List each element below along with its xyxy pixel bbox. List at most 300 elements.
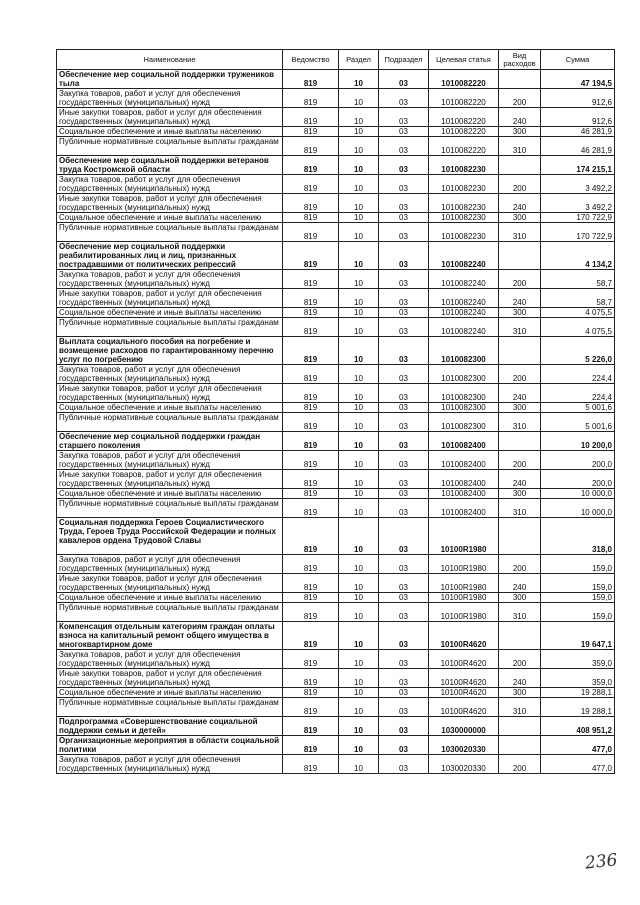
cell-vedomstvo: 819 — [283, 432, 339, 451]
cell-name: Иные закупки товаров, работ и услуг для обеспечения государственных (муниципальных) нужд — [57, 669, 283, 688]
cell-podrazdel: 03 — [379, 432, 429, 451]
cell-vedomstvo: 819 — [283, 384, 339, 403]
cell-name: Публичные нормативные социальные выплаты гражданам — [57, 698, 283, 717]
page-number-handwritten: 236 — [584, 850, 619, 874]
cell-name: Закупка товаров, работ и услуг для обеспечения государственных (муниципальных) нужд — [57, 175, 283, 194]
cell-expense-type: 200 — [499, 555, 541, 574]
cell-target-article: 1010082240 — [429, 289, 499, 308]
cell-razdel: 10 — [339, 127, 379, 137]
cell-vedomstvo: 819 — [283, 499, 339, 518]
cell-razdel: 10 — [339, 555, 379, 574]
cell-vedomstvo: 819 — [283, 736, 339, 755]
cell-name: Публичные нормативные социальные выплаты гражданам — [57, 223, 283, 242]
cell-sum: 3 492,2 — [541, 194, 615, 213]
table-row — [57, 318, 615, 337]
cell-podrazdel: 03 — [379, 755, 429, 774]
cell-target-article: 10100R4620 — [429, 688, 499, 698]
table-row — [57, 688, 615, 698]
cell-razdel: 10 — [339, 603, 379, 622]
cell-sum: 174 215,1 — [541, 156, 615, 175]
cell-razdel: 10 — [339, 213, 379, 223]
cell-podrazdel: 03 — [379, 384, 429, 403]
cell-sum: 200,0 — [541, 470, 615, 489]
table-row — [57, 403, 615, 413]
cell-target-article: 10100R1980 — [429, 518, 499, 555]
cell-target-article: 1010082240 — [429, 242, 499, 270]
cell-vedomstvo: 819 — [283, 156, 339, 175]
col-header-expense-type: Вид расходов — [499, 50, 541, 70]
cell-podrazdel: 03 — [379, 622, 429, 650]
table-row — [57, 470, 615, 489]
cell-expense-type: 300 — [499, 127, 541, 137]
cell-target-article: 1010082240 — [429, 270, 499, 289]
cell-vedomstvo: 819 — [283, 574, 339, 593]
cell-sum: 359,0 — [541, 669, 615, 688]
cell-name: Закупка товаров, работ и услуг для обеспечения государственных (муниципальных) нужд — [57, 451, 283, 470]
cell-podrazdel: 03 — [379, 242, 429, 270]
cell-podrazdel: 03 — [379, 555, 429, 574]
cell-podrazdel: 03 — [379, 318, 429, 337]
cell-podrazdel: 03 — [379, 698, 429, 717]
cell-podrazdel: 03 — [379, 403, 429, 413]
cell-name: Обеспечение мер социальной поддержки реабилитированных лиц и лиц, признанных пострадавшими от политических репрессий — [57, 242, 283, 270]
cell-target-article: 10100R1980 — [429, 555, 499, 574]
cell-name: Социальная поддержка Героев Социалистического Труда, Героев Труда Российской Федерации и полных кавалеров ордена Трудовой Славы — [57, 518, 283, 555]
cell-expense-type — [499, 717, 541, 736]
cell-expense-type: 240 — [499, 384, 541, 403]
cell-vedomstvo: 819 — [283, 242, 339, 270]
cell-name: Компенсация отдельным категориям граждан оплаты взноса на капитальный ремонт общего имущества в многоквартирном доме — [57, 622, 283, 650]
cell-razdel: 10 — [339, 717, 379, 736]
cell-sum: 408 951,2 — [541, 717, 615, 736]
cell-target-article: 10100R4620 — [429, 622, 499, 650]
table-row — [57, 650, 615, 669]
cell-razdel: 10 — [339, 175, 379, 194]
cell-vedomstvo: 819 — [283, 650, 339, 669]
table-row — [57, 127, 615, 137]
cell-expense-type: 310 — [499, 413, 541, 432]
cell-razdel: 10 — [339, 70, 379, 89]
table-row — [57, 622, 615, 650]
cell-target-article: 1010082400 — [429, 451, 499, 470]
cell-expense-type: 200 — [499, 365, 541, 384]
cell-target-article: 1010082230 — [429, 223, 499, 242]
cell-name: Социальное обеспечение и иные выплаты населению — [57, 308, 283, 318]
cell-expense-type: 310 — [499, 698, 541, 717]
cell-target-article: 1010082220 — [429, 89, 499, 108]
cell-razdel: 10 — [339, 574, 379, 593]
table-row — [57, 194, 615, 213]
cell-razdel: 10 — [339, 622, 379, 650]
cell-vedomstvo: 819 — [283, 669, 339, 688]
cell-name: Обеспечение мер социальной поддержки тружеников тыла — [57, 70, 283, 89]
cell-vedomstvo: 819 — [283, 318, 339, 337]
cell-sum: 477,0 — [541, 755, 615, 774]
cell-expense-type: 240 — [499, 574, 541, 593]
cell-expense-type — [499, 337, 541, 365]
cell-sum: 5 001,6 — [541, 413, 615, 432]
cell-name: Социальное обеспечение и иные выплаты населению — [57, 593, 283, 603]
cell-target-article: 10100R4620 — [429, 698, 499, 717]
cell-expense-type: 300 — [499, 489, 541, 499]
cell-expense-type — [499, 518, 541, 555]
cell-podrazdel: 03 — [379, 194, 429, 213]
cell-podrazdel: 03 — [379, 308, 429, 318]
cell-vedomstvo: 819 — [283, 717, 339, 736]
cell-podrazdel: 03 — [379, 489, 429, 499]
cell-name: Публичные нормативные социальные выплаты гражданам — [57, 413, 283, 432]
cell-podrazdel: 03 — [379, 270, 429, 289]
cell-name: Закупка товаров, работ и услуг для обеспечения государственных (муниципальных) нужд — [57, 270, 283, 289]
col-header-razdel: Раздел — [339, 50, 379, 70]
cell-podrazdel: 03 — [379, 470, 429, 489]
cell-expense-type: 310 — [499, 603, 541, 622]
cell-name: Социальное обеспечение и иные выплаты населению — [57, 127, 283, 137]
cell-target-article: 1010082300 — [429, 365, 499, 384]
cell-podrazdel: 03 — [379, 137, 429, 156]
cell-expense-type: 240 — [499, 470, 541, 489]
cell-vedomstvo: 819 — [283, 470, 339, 489]
cell-name: Иные закупки товаров, работ и услуг для обеспечения государственных (муниципальных) нужд — [57, 574, 283, 593]
table-row — [57, 137, 615, 156]
cell-expense-type: 300 — [499, 403, 541, 413]
cell-razdel: 10 — [339, 413, 379, 432]
cell-razdel: 10 — [339, 270, 379, 289]
cell-target-article: 1010082300 — [429, 337, 499, 365]
cell-vedomstvo: 819 — [283, 289, 339, 308]
table-row — [57, 289, 615, 308]
cell-name: Публичные нормативные социальные выплаты гражданам — [57, 318, 283, 337]
cell-expense-type: 300 — [499, 213, 541, 223]
cell-sum: 3 492,2 — [541, 175, 615, 194]
cell-expense-type: 200 — [499, 451, 541, 470]
cell-target-article: 1010082240 — [429, 308, 499, 318]
cell-podrazdel: 03 — [379, 70, 429, 89]
cell-razdel: 10 — [339, 698, 379, 717]
table-row — [57, 603, 615, 622]
cell-expense-type: 200 — [499, 270, 541, 289]
cell-sum: 912,6 — [541, 89, 615, 108]
table-row — [57, 89, 615, 108]
cell-podrazdel: 03 — [379, 156, 429, 175]
cell-sum: 4 075,5 — [541, 318, 615, 337]
cell-expense-type: 240 — [499, 108, 541, 127]
cell-target-article: 10100R1980 — [429, 593, 499, 603]
cell-sum: 19 288,1 — [541, 688, 615, 698]
cell-podrazdel: 03 — [379, 89, 429, 108]
cell-razdel: 10 — [339, 318, 379, 337]
table-row — [57, 384, 615, 403]
cell-razdel: 10 — [339, 242, 379, 270]
table-row — [57, 365, 615, 384]
cell-vedomstvo: 819 — [283, 70, 339, 89]
cell-name: Организационные мероприятия в области социальной политики — [57, 736, 283, 755]
cell-name: Закупка товаров, работ и услуг для обеспечения государственных (муниципальных) нужд — [57, 555, 283, 574]
cell-target-article: 1010082230 — [429, 213, 499, 223]
cell-expense-type: 200 — [499, 175, 541, 194]
cell-sum: 159,0 — [541, 574, 615, 593]
table-row — [57, 413, 615, 432]
cell-expense-type: 200 — [499, 755, 541, 774]
cell-razdel: 10 — [339, 470, 379, 489]
table-row — [57, 108, 615, 127]
cell-podrazdel: 03 — [379, 518, 429, 555]
cell-name: Социальное обеспечение и иные выплаты населению — [57, 213, 283, 223]
cell-vedomstvo: 819 — [283, 270, 339, 289]
col-header-sum: Сумма — [541, 50, 615, 70]
table-row — [57, 755, 615, 774]
cell-vedomstvo: 819 — [283, 403, 339, 413]
table-row — [57, 337, 615, 365]
table-row — [57, 499, 615, 518]
cell-vedomstvo: 819 — [283, 308, 339, 318]
cell-sum: 46 281,9 — [541, 137, 615, 156]
cell-target-article: 1010082230 — [429, 156, 499, 175]
cell-sum: 19 647,1 — [541, 622, 615, 650]
cell-sum: 46 281,9 — [541, 127, 615, 137]
cell-name: Публичные нормативные социальные выплаты гражданам — [57, 137, 283, 156]
cell-name: Социальное обеспечение и иные выплаты населению — [57, 489, 283, 499]
cell-expense-type: 200 — [499, 650, 541, 669]
cell-sum: 10 000,0 — [541, 499, 615, 518]
cell-target-article: 10100R4620 — [429, 669, 499, 688]
cell-target-article: 1010082400 — [429, 470, 499, 489]
cell-target-article: 10100R1980 — [429, 574, 499, 593]
cell-name: Подпрограмма «Совершенствование социальной поддержки семьи и детей» — [57, 717, 283, 736]
cell-name: Выплата социального пособия на погребение и возмещение расходов по гарантированному перечню услуг по погребению — [57, 337, 283, 365]
cell-podrazdel: 03 — [379, 650, 429, 669]
cell-podrazdel: 03 — [379, 736, 429, 755]
cell-vedomstvo: 819 — [283, 213, 339, 223]
cell-sum: 5 001,6 — [541, 403, 615, 413]
cell-podrazdel: 03 — [379, 574, 429, 593]
cell-sum: 170 722,9 — [541, 223, 615, 242]
cell-name: Публичные нормативные социальные выплаты гражданам — [57, 499, 283, 518]
cell-name: Закупка товаров, работ и услуг для обеспечения государственных (муниципальных) нужд — [57, 650, 283, 669]
cell-target-article: 1010082240 — [429, 318, 499, 337]
cell-expense-type: 240 — [499, 289, 541, 308]
cell-sum: 912,6 — [541, 108, 615, 127]
cell-expense-type — [499, 156, 541, 175]
cell-vedomstvo: 819 — [283, 223, 339, 242]
cell-razdel: 10 — [339, 137, 379, 156]
cell-name: Социальное обеспечение и иные выплаты населению — [57, 403, 283, 413]
cell-podrazdel: 03 — [379, 337, 429, 365]
cell-razdel: 10 — [339, 669, 379, 688]
cell-vedomstvo: 819 — [283, 413, 339, 432]
cell-name: Иные закупки товаров, работ и услуг для обеспечения государственных (муниципальных) нужд — [57, 289, 283, 308]
cell-vedomstvo: 819 — [283, 194, 339, 213]
cell-name: Обеспечение мер социальной поддержки ветеранов труда Костромской области — [57, 156, 283, 175]
cell-expense-type: 310 — [499, 223, 541, 242]
cell-target-article: 1030020330 — [429, 736, 499, 755]
cell-target-article: 1030000000 — [429, 717, 499, 736]
header-row — [57, 50, 615, 70]
cell-target-article: 1010082400 — [429, 432, 499, 451]
table-row — [57, 669, 615, 688]
table-row — [57, 555, 615, 574]
cell-target-article: 1010082220 — [429, 70, 499, 89]
cell-podrazdel: 03 — [379, 593, 429, 603]
cell-razdel: 10 — [339, 308, 379, 318]
cell-sum: 318,0 — [541, 518, 615, 555]
table-row — [57, 717, 615, 736]
cell-vedomstvo: 819 — [283, 365, 339, 384]
cell-podrazdel: 03 — [379, 365, 429, 384]
cell-razdel: 10 — [339, 403, 379, 413]
cell-sum: 159,0 — [541, 603, 615, 622]
cell-razdel: 10 — [339, 499, 379, 518]
cell-podrazdel: 03 — [379, 223, 429, 242]
cell-sum: 4 134,2 — [541, 242, 615, 270]
cell-expense-type: 300 — [499, 688, 541, 698]
cell-vedomstvo: 819 — [283, 593, 339, 603]
cell-vedomstvo: 819 — [283, 127, 339, 137]
cell-expense-type — [499, 432, 541, 451]
cell-expense-type — [499, 70, 541, 89]
cell-name: Иные закупки товаров, работ и услуг для обеспечения государственных (муниципальных) нужд — [57, 108, 283, 127]
cell-expense-type: 310 — [499, 137, 541, 156]
cell-vedomstvo: 819 — [283, 698, 339, 717]
cell-sum: 359,0 — [541, 650, 615, 669]
cell-razdel: 10 — [339, 289, 379, 308]
cell-target-article: 1010082220 — [429, 108, 499, 127]
cell-razdel: 10 — [339, 156, 379, 175]
cell-name: Обеспечение мер социальной поддержки граждан старшего поколения — [57, 432, 283, 451]
cell-name: Закупка товаров, работ и услуг для обеспечения государственных (муниципальных) нужд — [57, 755, 283, 774]
cell-sum: 200,0 — [541, 451, 615, 470]
cell-vedomstvo: 819 — [283, 137, 339, 156]
cell-razdel: 10 — [339, 736, 379, 755]
cell-name: Социальное обеспечение и иные выплаты населению — [57, 688, 283, 698]
table-row — [57, 270, 615, 289]
cell-razdel: 10 — [339, 518, 379, 555]
cell-vedomstvo: 819 — [283, 688, 339, 698]
budget-table — [56, 49, 615, 774]
table-row — [57, 489, 615, 499]
cell-razdel: 10 — [339, 489, 379, 499]
col-header-target-article: Целевая статья — [429, 50, 499, 70]
cell-podrazdel: 03 — [379, 213, 429, 223]
cell-sum: 58,7 — [541, 289, 615, 308]
cell-razdel: 10 — [339, 688, 379, 698]
cell-name: Иные закупки товаров, работ и услуг для обеспечения государственных (муниципальных) нужд — [57, 384, 283, 403]
cell-podrazdel: 03 — [379, 499, 429, 518]
cell-expense-type — [499, 622, 541, 650]
cell-razdel: 10 — [339, 194, 379, 213]
cell-name: Закупка товаров, работ и услуг для обеспечения государственных (муниципальных) нужд — [57, 89, 283, 108]
cell-target-article: 1010082230 — [429, 175, 499, 194]
cell-razdel: 10 — [339, 89, 379, 108]
cell-target-article: 1010082400 — [429, 499, 499, 518]
cell-razdel: 10 — [339, 223, 379, 242]
cell-podrazdel: 03 — [379, 688, 429, 698]
cell-sum: 19 288,1 — [541, 698, 615, 717]
cell-razdel: 10 — [339, 365, 379, 384]
cell-vedomstvo: 819 — [283, 451, 339, 470]
cell-name: Иные закупки товаров, работ и услуг для обеспечения государственных (муниципальных) нужд — [57, 194, 283, 213]
cell-podrazdel: 03 — [379, 108, 429, 127]
cell-expense-type: 200 — [499, 89, 541, 108]
cell-expense-type: 310 — [499, 499, 541, 518]
cell-expense-type: 240 — [499, 669, 541, 688]
cell-vedomstvo: 819 — [283, 622, 339, 650]
cell-expense-type: 310 — [499, 318, 541, 337]
cell-sum: 47 194,5 — [541, 70, 615, 89]
table-row — [57, 698, 615, 717]
cell-sum: 477,0 — [541, 736, 615, 755]
cell-razdel: 10 — [339, 108, 379, 127]
table-row — [57, 574, 615, 593]
cell-podrazdel: 03 — [379, 669, 429, 688]
cell-vedomstvo: 819 — [283, 175, 339, 194]
col-header-podrazdel: Подраздел — [379, 50, 429, 70]
cell-sum: 224,4 — [541, 365, 615, 384]
cell-vedomstvo: 819 — [283, 603, 339, 622]
cell-razdel: 10 — [339, 650, 379, 669]
cell-target-article: 1010082300 — [429, 384, 499, 403]
cell-target-article: 1030020330 — [429, 755, 499, 774]
cell-target-article: 1010082230 — [429, 194, 499, 213]
cell-sum: 159,0 — [541, 593, 615, 603]
cell-vedomstvo: 819 — [283, 489, 339, 499]
cell-expense-type: 300 — [499, 593, 541, 603]
cell-vedomstvo: 819 — [283, 555, 339, 574]
cell-expense-type — [499, 736, 541, 755]
cell-vedomstvo: 819 — [283, 108, 339, 127]
cell-razdel: 10 — [339, 337, 379, 365]
cell-sum: 224,4 — [541, 384, 615, 403]
cell-razdel: 10 — [339, 384, 379, 403]
cell-vedomstvo: 819 — [283, 755, 339, 774]
table-row — [57, 518, 615, 555]
cell-sum: 170 722,9 — [541, 213, 615, 223]
cell-target-article: 1010082400 — [429, 489, 499, 499]
cell-expense-type: 240 — [499, 194, 541, 213]
table-row — [57, 451, 615, 470]
cell-target-article: 1010082220 — [429, 127, 499, 137]
cell-name: Закупка товаров, работ и услуг для обеспечения государственных (муниципальных) нужд — [57, 365, 283, 384]
cell-podrazdel: 03 — [379, 413, 429, 432]
cell-podrazdel: 03 — [379, 127, 429, 137]
cell-vedomstvo: 819 — [283, 337, 339, 365]
table-row — [57, 593, 615, 603]
table-row — [57, 156, 615, 175]
cell-vedomstvo: 819 — [283, 518, 339, 555]
cell-sum: 58,7 — [541, 270, 615, 289]
cell-podrazdel: 03 — [379, 603, 429, 622]
table-row — [57, 213, 615, 223]
col-header-vedomstvo: Ведомство — [283, 50, 339, 70]
table-row — [57, 70, 615, 89]
cell-target-article: 10100R1980 — [429, 603, 499, 622]
cell-sum: 4 075,5 — [541, 308, 615, 318]
cell-name: Иные закупки товаров, работ и услуг для обеспечения государственных (муниципальных) нужд — [57, 470, 283, 489]
cell-sum: 5 226,0 — [541, 337, 615, 365]
cell-name: Публичные нормативные социальные выплаты гражданам — [57, 603, 283, 622]
cell-target-article: 1010082300 — [429, 413, 499, 432]
cell-razdel: 10 — [339, 432, 379, 451]
table-row — [57, 432, 615, 451]
cell-razdel: 10 — [339, 451, 379, 470]
cell-razdel: 10 — [339, 593, 379, 603]
cell-target-article: 10100R4620 — [429, 650, 499, 669]
col-header-name: Наименование — [57, 50, 283, 70]
cell-podrazdel: 03 — [379, 175, 429, 194]
cell-target-article: 1010082300 — [429, 403, 499, 413]
cell-podrazdel: 03 — [379, 289, 429, 308]
table-row — [57, 175, 615, 194]
